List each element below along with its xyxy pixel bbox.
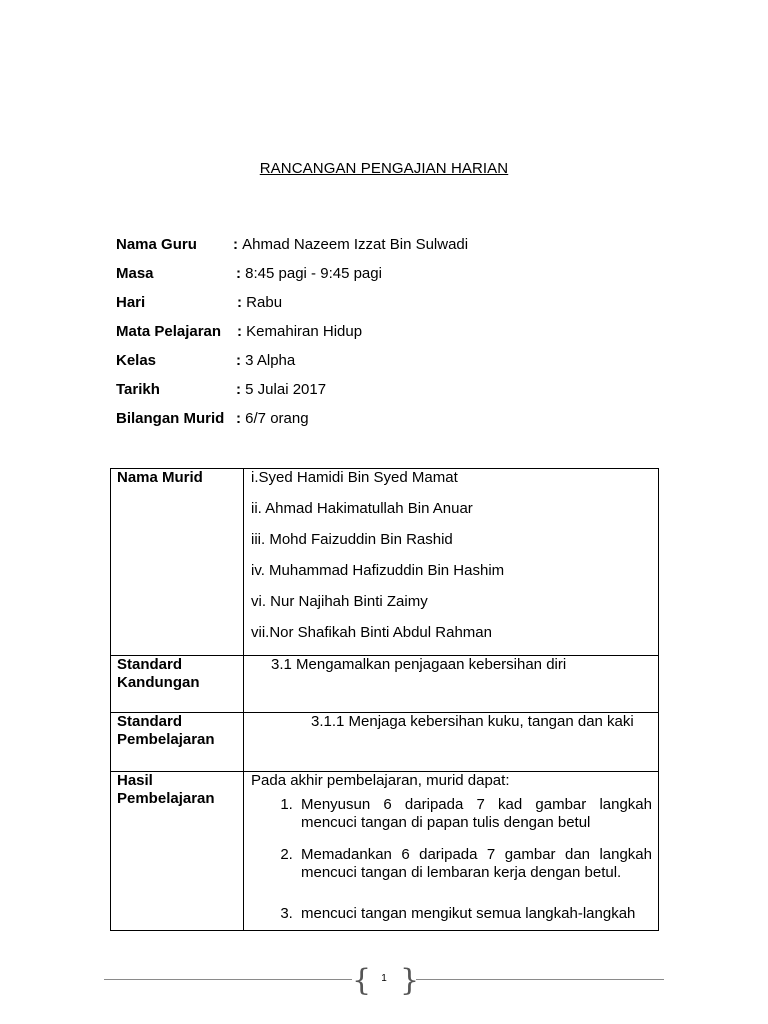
list-item: 3. mencuci tangan mengikut semua langkah-langkah bbox=[297, 905, 652, 923]
footer-divider-left bbox=[104, 979, 352, 980]
hasil-intro: Pada akhir pembelajaran, murid dapat: bbox=[251, 772, 510, 789]
footer-divider-right bbox=[416, 979, 664, 980]
table-row-standard-pembelajaran bbox=[111, 713, 659, 772]
label-standard-pembelajaran: Standard Pembelajaran bbox=[111, 713, 244, 772]
info-label: Hari bbox=[116, 294, 146, 311]
list-item: 1. Menyusun 6 daripada 7 kad gambar langkah mencuci tangan di papan tulis dengan betul bbox=[297, 796, 652, 832]
list-item: vi. Nur Najihah Binti Zaimy bbox=[251, 593, 428, 610]
student-list bbox=[251, 469, 652, 642]
table-row-nama-murid bbox=[111, 469, 659, 656]
standard-kandungan-value: 3.1 Mengamalkan penjagaan kebersihan diri bbox=[271, 656, 567, 673]
info-value: Ahmad Nazeem Izzat Bin Sulwadi bbox=[242, 236, 469, 253]
info-label: Nama Guru bbox=[116, 236, 197, 253]
left-brace-icon: { bbox=[352, 963, 372, 998]
outcome-list bbox=[251, 796, 652, 923]
label-hasil-pembelajaran: Hasil Pembelajaran bbox=[111, 772, 244, 931]
right-brace-icon: } bbox=[400, 963, 420, 998]
list-item: i.Syed Hamidi Bin Syed Mamat bbox=[251, 469, 458, 486]
list-item: ii. Ahmad Hakimatullah Bin Anuar bbox=[251, 500, 473, 517]
list-item: iii. Mohd Faizuddin Bin Rashid bbox=[251, 531, 453, 548]
document-title: RANCANGAN PENGAJIAN HARIAN bbox=[259, 160, 509, 177]
info-label: Mata Pelajaran bbox=[116, 323, 222, 340]
list-item: vii.Nor Shafikah Binti Abdul Rahman bbox=[251, 624, 492, 641]
list-item: iv. Muhammad Hafizuddin Bin Hashim bbox=[251, 562, 505, 579]
info-label: Bilangan Murid bbox=[116, 410, 225, 427]
list-item: 2. Memadankan 6 daripada 7 gambar dan langkah mencuci tangan di lembaran kerja dengan betul. bbox=[297, 846, 652, 882]
table-row-hasil-pembelajaran bbox=[111, 772, 659, 931]
info-label: Masa bbox=[116, 265, 154, 282]
standard-pembelajaran-value: 3.1.1 Menjaga kebersihan kuku, tangan dan kaki bbox=[311, 713, 634, 730]
info-value: Rabu bbox=[246, 294, 283, 311]
info-label: Kelas bbox=[116, 352, 157, 369]
info-value: 8:45 pagi - 9:45 pagi bbox=[245, 265, 382, 282]
info-value: 5 Julai 2017 bbox=[245, 381, 327, 398]
info-value: Kemahiran Hidup bbox=[246, 323, 363, 340]
info-value: 6/7 orang bbox=[245, 410, 309, 427]
lesson-plan-table bbox=[110, 468, 659, 931]
label-nama-murid: Nama Murid bbox=[111, 469, 244, 656]
info-value: 3 Alpha bbox=[245, 352, 296, 369]
page-number: 1 bbox=[381, 973, 387, 984]
table-row-standard-kandungan bbox=[111, 656, 659, 713]
label-standard-kandungan: Standard Kandungan bbox=[111, 656, 244, 713]
info-label: Tarikh bbox=[116, 381, 160, 398]
